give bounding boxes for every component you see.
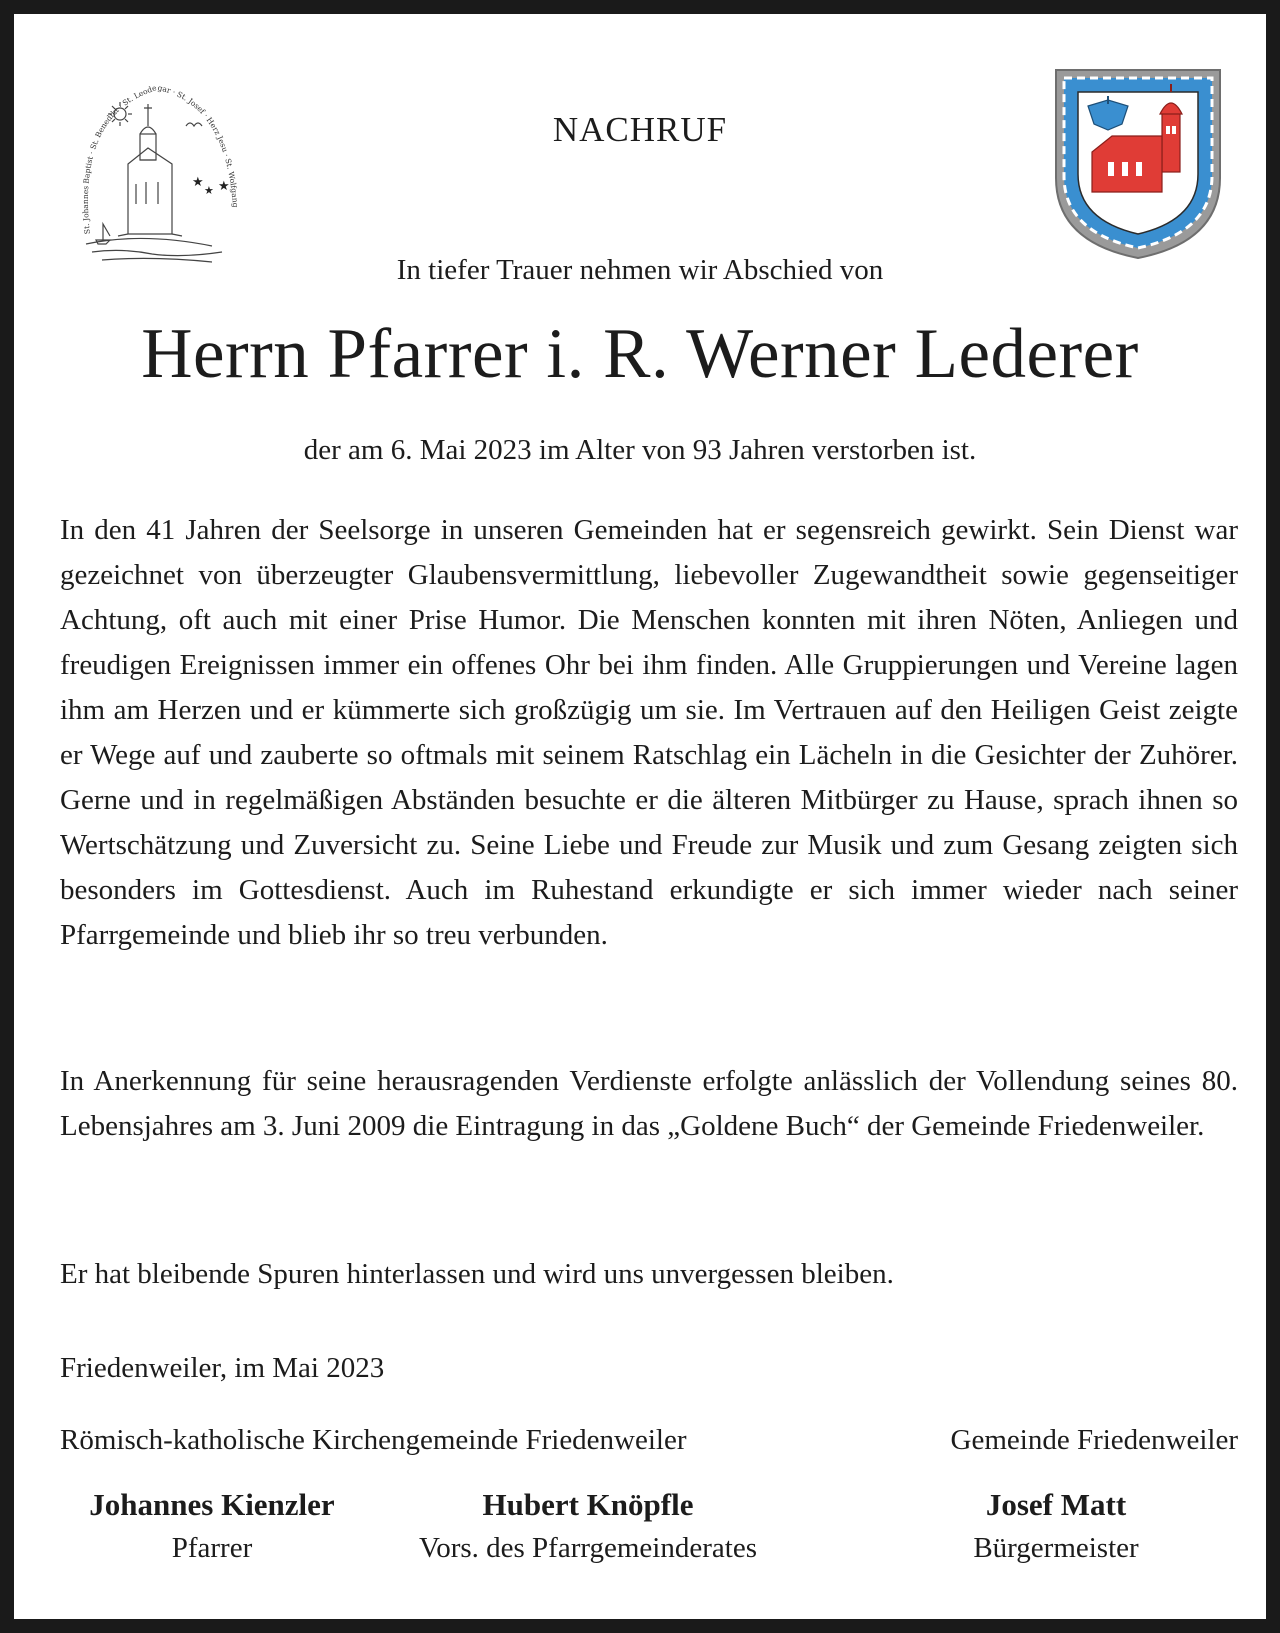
place-date: Friedenweiler, im Mai 2023 <box>60 1352 385 1384</box>
svg-text:★: ★ <box>204 184 214 197</box>
signatory-role: Bürgermeister <box>973 1532 1139 1564</box>
parish-logo <box>62 64 252 274</box>
signatory-role: Vors. des Pfarrgemeinderates <box>419 1532 757 1564</box>
deceased-name: Herrn Pfarrer i. R. Werner Lederer <box>141 315 1139 393</box>
parish-organization: Römisch-katholische Kirchengemeinde Friedenweiler <box>60 1424 687 1456</box>
notice-heading: NACHRUF <box>552 110 728 149</box>
municipality-organization: Gemeinde Friedenweiler <box>950 1424 1238 1456</box>
parish-logo-ring-text: St. Johannes Baptist · St. Benedikt · St. Leodegar · St. Josef · Herz Jesu · St. Wolfgang <box>80 83 241 235</box>
signatory-name: Johannes Kienzler <box>89 1487 335 1522</box>
signatory-block <box>378 1484 798 1570</box>
honor-paragraph: In Anerkennung für seine herausragenden Verdienste erfolgte anlässlich der Vollendung seines 80. Lebensjahres am 3. Juni 2009 die Eintragung in das „Goldene Buch“ der Gemeinde Friedenweiler. <box>60 1065 1238 1142</box>
intro-line: In tiefer Trauer nehmen wir Abschied von <box>396 254 884 286</box>
coat-of-arms <box>1052 66 1224 262</box>
closing-paragraph: Er hat bleibende Spuren hinterlassen und wird uns unvergessen bleiben. <box>60 1258 894 1290</box>
signatory-name: Josef Matt <box>985 1487 1127 1522</box>
death-date-line: der am 6. Mai 2023 im Alter von 93 Jahren verstorben ist. <box>303 434 977 466</box>
signatory-name: Hubert Knöpfle <box>482 1487 694 1522</box>
tribute-paragraph: In den 41 Jahren der Seelsorge in unseren Gemeinden hat er segensreich gewirkt. Sein Dienst war gezeichnet von überzeugter Glaubensvermittlung, liebevoller Zugewandtheit sowie gegenseitiger Achtung, oft auch mit einer Prise Humor. Die Menschen konnten mit ihren Nöten, Anliegen und freudigen Ereignissen immer ein offenes Ohr bei ihm finden. Alle Gruppierungen und Vereine lagen ihm am Herzen und er kümmerte sich großzügig um sie. Im Vertrauen auf den Heiligen Geist zeigte er Wege auf und zauberte so oftmals mit seinem Ratschlag ein Lächeln in die Gesichter der Zuhörer. Gerne und in regelmäßigen Abständen besuchte er die älteren Mitbürger zu Hause, sprach ihnen so Wertschätzung und Zuversicht zu. Seine Liebe und Freude zur Musik und zum Gesang zeigten sich besonders im Gottesdienst. Auch im Ruhestand erkundigte er sich immer wieder nach seiner Pfarrgemeinde und blieb ihr so treu verbunden. <box>60 514 1238 951</box>
signatory-block <box>846 1484 1266 1570</box>
signatory-role: Pfarrer <box>171 1532 253 1564</box>
svg-text:St. Johannes Baptist · St. Ben <box>81 83 240 235</box>
svg-text:★: ★ <box>192 175 204 190</box>
obituary-page <box>14 14 1266 1619</box>
svg-text:★: ★ <box>218 179 230 194</box>
signatory-block <box>14 1484 422 1570</box>
